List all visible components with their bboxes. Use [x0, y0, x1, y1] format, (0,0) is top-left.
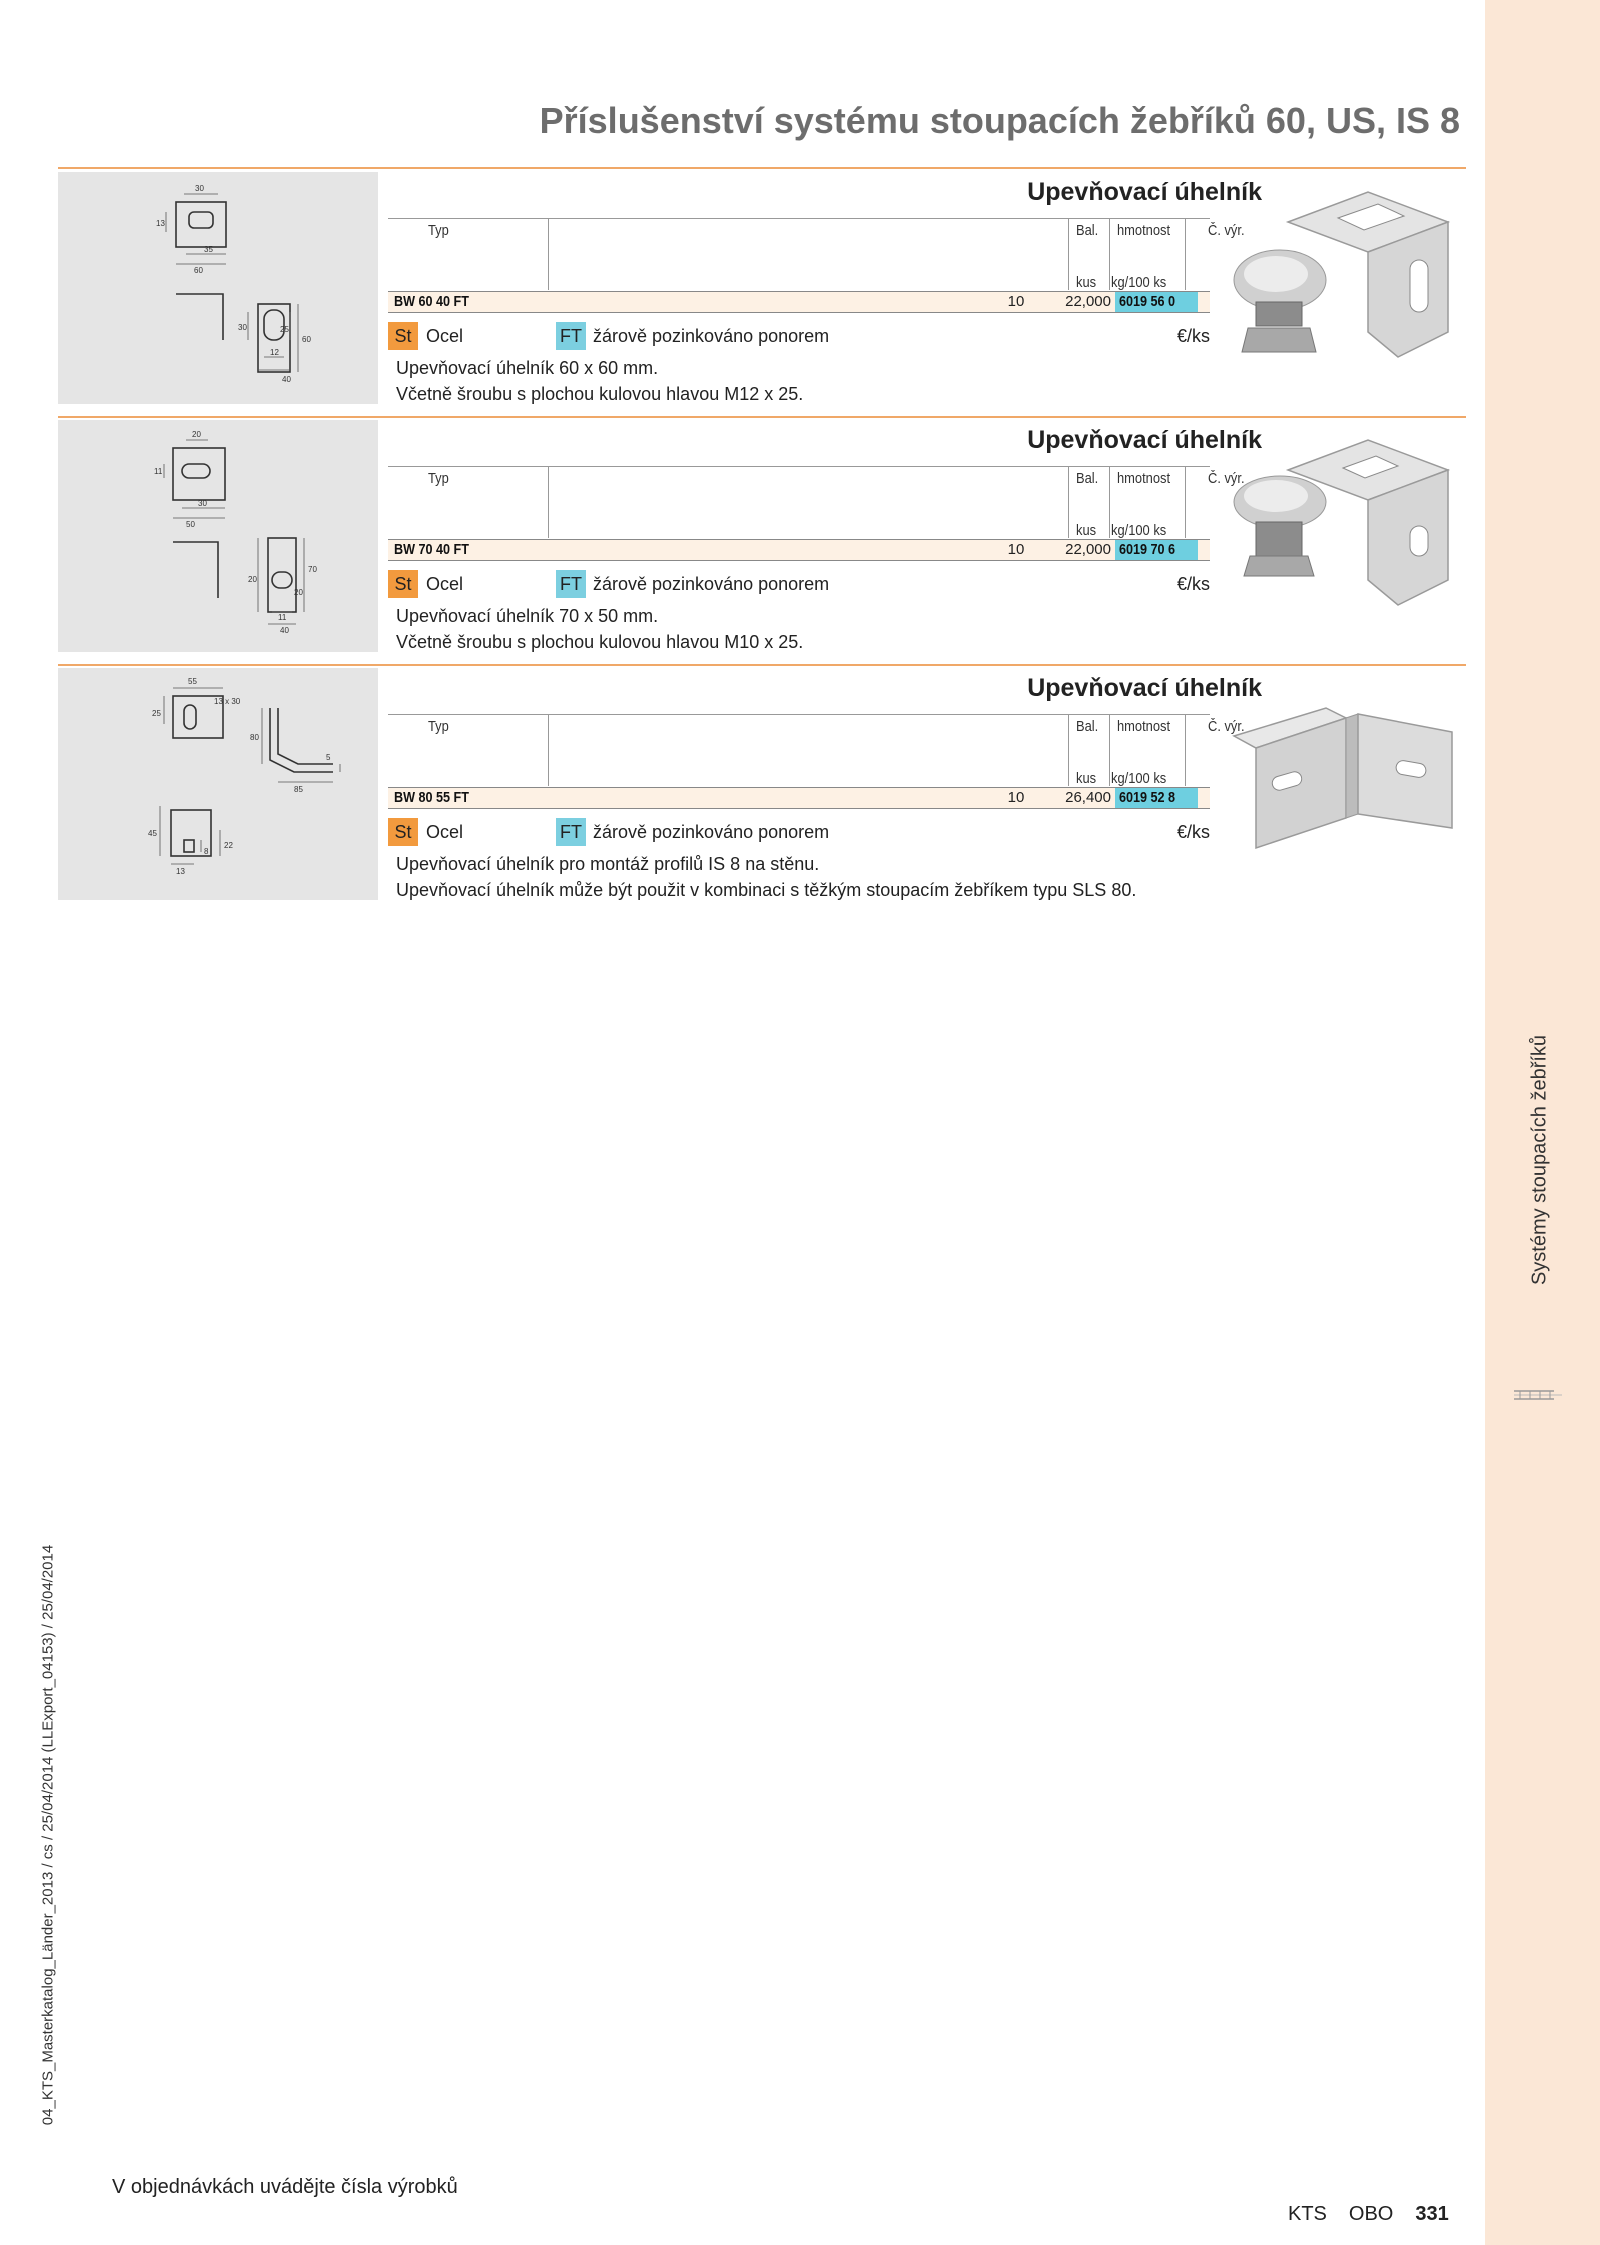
dim-label: 11: [278, 613, 287, 622]
dim-label: 20: [294, 588, 303, 597]
technical-drawing: [58, 668, 378, 900]
product-section: [58, 170, 1466, 418]
article-number: 6019 56 0: [1119, 293, 1176, 310]
angle-bracket-photo: [1228, 182, 1460, 372]
dim-label: 30: [238, 323, 247, 332]
material-badge: St: [388, 818, 418, 846]
unit-qty: kus: [1076, 274, 1097, 291]
article-number: 6019 52 8: [1119, 789, 1176, 806]
page-number: 331: [1415, 2203, 1449, 2225]
col-weight-header: hmotnost: [1117, 718, 1171, 735]
product-section: [58, 666, 1466, 914]
product-weight: 22,000: [1065, 541, 1111, 558]
material-label: Ocel: [426, 822, 464, 842]
pack-quantity: 10: [1007, 789, 1025, 806]
page-title: Příslušenství systému stoupacích žebříků 60, US, IS 8: [539, 100, 1460, 141]
product-heading: Upevňovací úhelník: [1027, 178, 1262, 206]
footer-brand-obo: OBO: [1348, 2203, 1394, 2225]
dim-label: 30: [198, 499, 207, 508]
product-description: Upevňovací úhelník 60 x 60 mm.: [396, 358, 659, 378]
material-badge: St: [388, 322, 418, 350]
dim-label: 13: [176, 867, 185, 876]
side-tab-label: Systémy stoupacích žebříků: [1528, 1034, 1551, 1286]
product-description: Včetně šroubu s plochou kulovou hlavou M10 x 25.: [396, 632, 804, 652]
dim-label: 80: [250, 733, 259, 742]
dim-label: 60: [302, 335, 311, 344]
finish-label: žárově pozinkováno ponorem: [593, 326, 830, 346]
ladder-icon: [1512, 1388, 1564, 1402]
product-type: BW 60 40 FT: [394, 293, 469, 310]
material-badge: St: [388, 570, 418, 598]
product-table: [388, 714, 1245, 810]
dim-label: 20: [192, 430, 201, 439]
price-unit: €/ks: [1176, 574, 1210, 594]
dim-label: 55: [188, 677, 197, 686]
product-weight: 26,400: [1065, 789, 1111, 806]
col-pack-header: Bal.: [1076, 470, 1099, 487]
pack-quantity: 10: [1007, 541, 1025, 558]
col-article-header: Č. výr.: [1208, 470, 1245, 487]
dim-label: 85: [294, 785, 303, 794]
dim-label: 11: [154, 467, 163, 476]
angle-bracket-photo: [1228, 678, 1460, 868]
dim-label: 25: [152, 709, 161, 718]
col-weight-header: hmotnost: [1117, 222, 1171, 239]
dim-label: 20: [248, 575, 257, 584]
dim-label: 12: [270, 348, 279, 357]
dim-label: 30: [195, 184, 204, 193]
unit-weight: kg/100 ks: [1111, 522, 1167, 539]
dim-label: 5: [326, 753, 331, 762]
material-label: Ocel: [426, 326, 464, 346]
dim-label: 8: [204, 847, 209, 856]
product-description: Upevňovací úhelník pro montáž profilů IS 8 na stěnu.: [396, 854, 820, 874]
product-description: Upevňovací úhelník může být použit v kombinaci s těžkým stoupacím žebříkem typu SLS 80.: [396, 880, 1137, 900]
unit-weight: kg/100 ks: [1111, 274, 1167, 291]
product-heading: Upevňovací úhelník: [1027, 674, 1262, 702]
dim-label: 25: [280, 325, 289, 334]
finish-badge: FT: [556, 322, 586, 350]
price-unit: €/ks: [1176, 326, 1210, 346]
product-description: Upevňovací úhelník 70 x 50 mm.: [396, 606, 659, 626]
dim-label: 13: [156, 219, 165, 228]
title-rule: [58, 167, 1466, 169]
product-table: [388, 466, 1245, 562]
dim-label: 60: [194, 266, 203, 275]
dim-label: 40: [280, 626, 289, 635]
col-pack-header: Bal.: [1076, 718, 1099, 735]
col-type-header: Typ: [428, 718, 449, 735]
finish-badge: FT: [556, 570, 586, 598]
col-article-header: Č. výr.: [1208, 718, 1245, 735]
finish-badge: FT: [556, 818, 586, 846]
material-label: Ocel: [426, 574, 464, 594]
unit-weight: kg/100 ks: [1111, 770, 1167, 787]
dim-label: 70: [308, 565, 317, 574]
unit-qty: kus: [1076, 522, 1097, 539]
dim-label: 13 x 30: [214, 697, 241, 706]
product-weight: 22,000: [1065, 293, 1111, 310]
footer-note: V objednávkách uvádějte čísla výrobků: [112, 2176, 458, 2198]
technical-drawing: [58, 172, 378, 404]
product-heading: Upevňovací úhelník: [1027, 426, 1262, 454]
dim-label: 35: [204, 245, 213, 254]
catalog-code: 04_KTS_Masterkatalog_Länder_2013 / cs / 25/04/2014 (LLExport_04153) / 25/04/2014: [39, 1544, 57, 2126]
col-type-header: Typ: [428, 470, 449, 487]
col-pack-header: Bal.: [1076, 222, 1099, 239]
dim-label: 22: [224, 841, 233, 850]
product-type: BW 70 40 FT: [394, 541, 469, 558]
product-table: [388, 218, 1245, 314]
product-description: Včetně šroubu s plochou kulovou hlavou M12 x 25.: [396, 384, 804, 404]
unit-qty: kus: [1076, 770, 1097, 787]
col-article-header: Č. výr.: [1208, 222, 1245, 239]
finish-label: žárově pozinkováno ponorem: [593, 574, 830, 594]
section-rule: [58, 664, 1466, 666]
dim-label: 45: [148, 829, 157, 838]
product-type: BW 80 55 FT: [394, 789, 469, 806]
article-number: 6019 70 6: [1119, 541, 1176, 558]
footer-brand-kts: KTS: [1288, 2203, 1327, 2225]
section-rule: [58, 416, 1466, 418]
footer-brand: [1288, 2203, 1449, 2226]
col-type-header: Typ: [428, 222, 449, 239]
dim-label: 50: [186, 520, 195, 529]
product-section: [58, 418, 1466, 666]
pack-quantity: 10: [1007, 293, 1025, 310]
finish-label: žárově pozinkováno ponorem: [593, 822, 830, 842]
angle-bracket-photo: [1228, 430, 1460, 620]
technical-drawing: [58, 420, 378, 652]
dim-label: 40: [282, 375, 291, 384]
col-weight-header: hmotnost: [1117, 470, 1171, 487]
price-unit: €/ks: [1176, 822, 1210, 842]
